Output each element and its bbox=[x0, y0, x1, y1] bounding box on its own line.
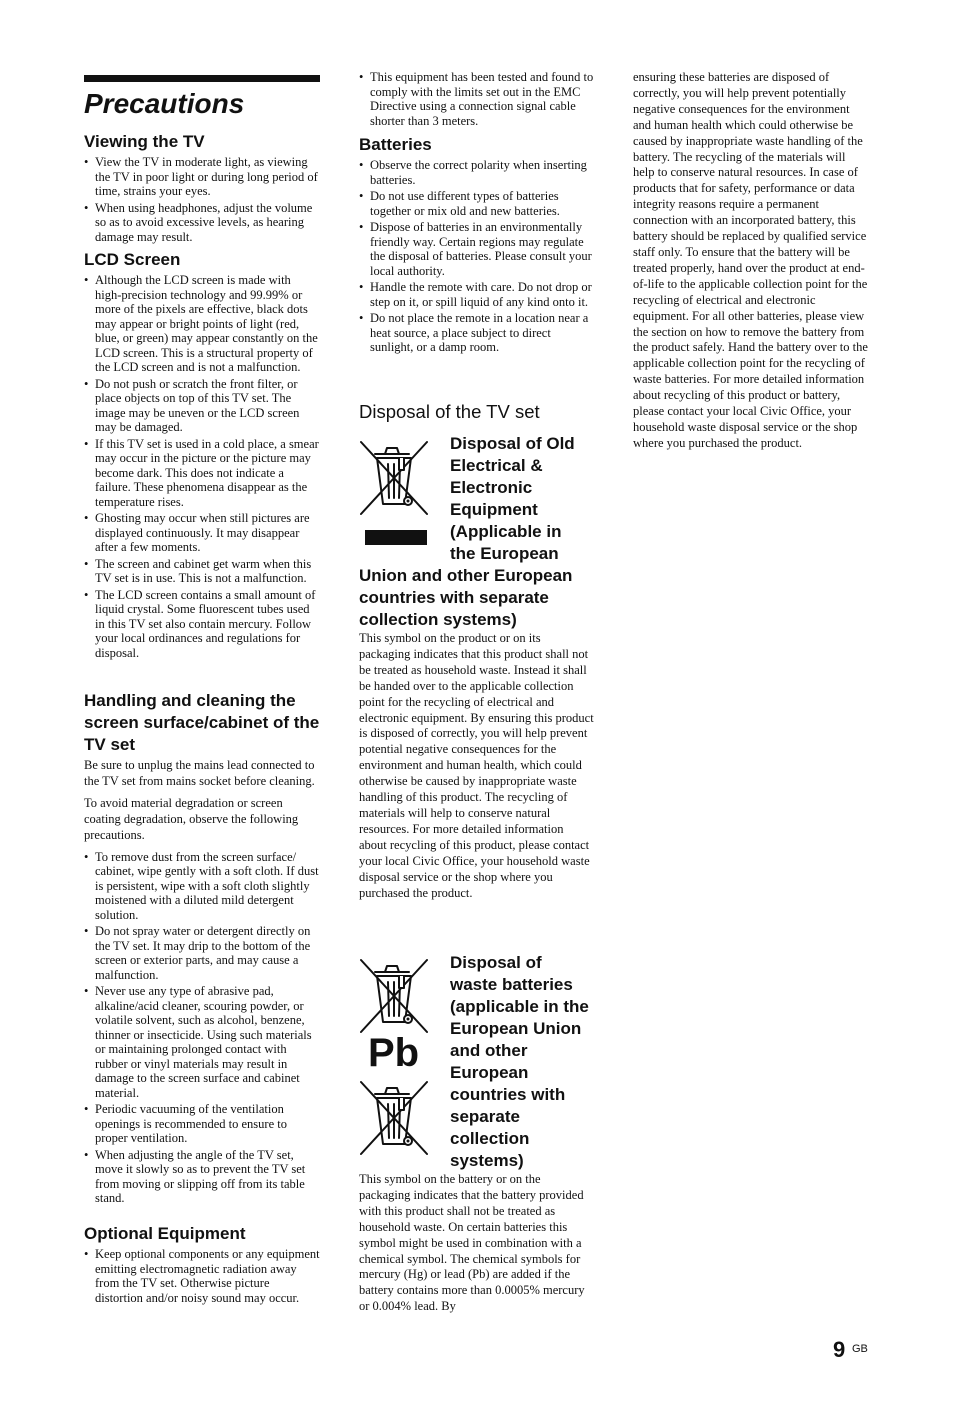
lcd-heading: LCD Screen bbox=[84, 250, 181, 269]
list-item: • Never use any type of abrasive pad, alkaline/acid cleaner, scouring powder, or volatile solvent, such as alcohol, benzene, thinner or insecticide. Using such materials or maintaining prolonged contact with rubber or vinyl materials may result in damage to the screen surface and cabinet material. bbox=[84, 984, 320, 1100]
weee-heading-line: collection systems) bbox=[359, 610, 517, 629]
list-item: • View the TV in moderate light, as viewing the TV in poor light or during long period of time, strains your eyes. bbox=[84, 155, 320, 199]
battery-heading-line: European Union bbox=[450, 1019, 582, 1038]
page-title: Precautions bbox=[84, 88, 245, 119]
battery-heading-line: waste batteries bbox=[450, 975, 573, 994]
battery-heading bbox=[450, 952, 600, 1172]
lcd-section bbox=[84, 249, 320, 662]
battery-heading-line: (applicable in the bbox=[450, 997, 589, 1016]
list-item: • When adjusting the angle of the TV set, move it slowly so as to prevent the TV set from moving or slipping off from its table stand. bbox=[84, 1148, 320, 1206]
disposal-heading: Disposal of the TV set bbox=[359, 401, 540, 422]
page-number: 9 bbox=[833, 1337, 846, 1362]
viewing-heading: Viewing the TV bbox=[84, 132, 205, 151]
lead-symbol: Pb bbox=[368, 1031, 420, 1075]
optional-section bbox=[84, 1223, 320, 1307]
list-item: • Observe the correct polarity when inserting batteries. bbox=[359, 158, 594, 187]
list-item: • Do not spray water or detergent directly on the TV set. It may drip to the bottom of the screen or exterior parts, and may cause a malfunction. bbox=[84, 924, 320, 982]
battery-body: This symbol on the battery or on the packaging indicates that the battery provided with this product shall not be treated as household waste. On certain batteries this symbol might be used in combination with a chemical symbol. The chemical symbols for mercury (Hg) or lead (Pb) are added if the battery contains more than 0.0005% mercury or 0.004% lead. By bbox=[359, 1172, 585, 1314]
weee-heading-line: (Applicable in bbox=[450, 522, 562, 541]
page-region-code: GB bbox=[852, 1343, 868, 1355]
battery-body-continued: ensuring these batteries are disposed of correctly, you will help prevent potentially negative consequences for the environment and human health which could otherwise be caused by inappropriate waste handling of the battery. The recycling of the materials will help to conserve natural resources. In case of products that for safety, performance or data integrity reasons require a permanent connection with an incorporated battery, this battery should be replaced by qualified service staff only. To ensure that the battery will be treated properly, hand over the product at end-of-life to the applicable collection point for the recycling of electrical and electronic equipment. For all other batteries, please view the section on how to remove the battery from the product safely. Hand the battery over to the applicable collection point for the recycling of waste batteries. For more detailed information about recycling of this product or battery, please contact your local Civic Office, your household waste disposal service or the shop where you purchased the product. bbox=[633, 70, 868, 450]
title-rule bbox=[84, 75, 320, 82]
battery-heading-line: European bbox=[450, 1063, 529, 1082]
list-item: • Do not place the remote in a location near a heat source, a place subject to direct sunlight, or a damp room. bbox=[359, 311, 594, 355]
weee-heading-side bbox=[450, 433, 600, 565]
battery-heading-line: countries with bbox=[450, 1085, 566, 1104]
viewing-list bbox=[84, 155, 320, 244]
weee-heading-line: Equipment bbox=[450, 500, 538, 519]
handling-list bbox=[84, 850, 320, 1206]
batteries-section bbox=[359, 134, 594, 357]
list-item: • Ghosting may occur when still pictures are displayed continuously. It may disappear after a few moments. bbox=[84, 511, 320, 555]
list-item: • Do not push or scratch the front filter, or place objects on top of this TV set. The image may be uneven or the LCD screen may be damaged. bbox=[84, 377, 320, 435]
optional-list-continued bbox=[359, 70, 594, 128]
battery-heading-line: systems) bbox=[450, 1151, 524, 1170]
weee-heading-line: Disposal of Old bbox=[450, 434, 575, 453]
list-item: • Dispose of batteries in an environmentally friendly way. Certain regions may regulate the disposal of batteries. Please consult your local authority. bbox=[359, 220, 594, 278]
battery-heading-line: Disposal of bbox=[450, 953, 542, 972]
weee-heading-line: Electronic bbox=[450, 478, 533, 497]
weee-heading-line: Union and other European bbox=[359, 566, 573, 585]
list-item: • This equipment has been tested and found to comply with the limits set out in the EMC Directive using a connection signal cable shorter than 3 meters. bbox=[359, 70, 594, 128]
list-item: • When using headphones, adjust the volume so as to avoid excessive levels, as hearing damage may result. bbox=[84, 201, 320, 245]
list-item: • Although the LCD screen is made with high-precision technology and 99.99% or more of the pixels are effective, black dots may appear or bright points of light (red, blue, or green) may appear constantly on the LCD screen. This is a structural property of the LCD screen and is not a malfunction. bbox=[84, 273, 320, 375]
handling-para-1: Be sure to unplug the mains lead connected to the TV set from mains socket before cleaning. bbox=[84, 758, 315, 788]
list-item: • Periodic vacuuming of the ventilation openings is recommended to ensure to proper ventilation. bbox=[84, 1102, 320, 1146]
list-item: • Handle the remote with care. Do not drop or step on it, or spill liquid of any kind onto it. bbox=[359, 280, 594, 309]
optional-list bbox=[84, 1247, 320, 1305]
weee-body: This symbol on the product or on its packaging indicates that this product shall not be treated as household waste. Instead it shall be handed over to the applicable collection point for the recycling of electrical and electronic equipment. By ensuring this product is disposed of correctly, you will help prevent potential negative consequences for the environment and human health, which could otherwise be caused by inappropriate waste handling of this product. The recycling of materials will help to conserve natural resources. For more detailed information about recycling of this product, please contact your local Civic Office, your household waste disposal service or the shop where you purchased the product. bbox=[359, 631, 594, 900]
list-item: • The screen and cabinet get warm when this TV set is in use. This is not a malfunction. bbox=[84, 557, 320, 586]
list-item: • If this TV set is used in a cold place, a smear may occur in the picture or the picture may become dark. This does not indicate a failure. These phenomena disappear as the temperature rises. bbox=[84, 437, 320, 510]
batteries-list bbox=[359, 158, 594, 355]
viewing-section bbox=[84, 131, 320, 246]
optional-continued bbox=[359, 70, 594, 130]
handling-para-2: To avoid material degradation or screen coating degradation, observe the following precautions. bbox=[84, 795, 299, 842]
list-item: • Keep optional components or any equipment emitting electromagnetic radiation away from the TV set. Otherwise picture distortion and/or noisy sound may occur. bbox=[84, 1247, 320, 1305]
weee-heading-line: the European bbox=[450, 544, 559, 563]
battery-heading-line: separate bbox=[450, 1107, 520, 1126]
weee-heading-line: Electrical & bbox=[450, 456, 543, 475]
weee-heading-line: countries with separate bbox=[359, 588, 549, 607]
battery-heading-line: and other bbox=[450, 1041, 528, 1060]
handling-heading: Handling and cleaning the screen surface/cabinet of the TV set bbox=[84, 691, 320, 754]
list-item: • To remove dust from the screen surface/ cabinet, wipe gently with a soft cloth. If dust is persistent, wipe with a soft cloth slightly moistened with a diluted mild detergent solution. bbox=[84, 850, 320, 923]
lcd-list bbox=[84, 273, 320, 660]
batteries-heading: Batteries bbox=[359, 135, 432, 154]
weee-heading-full bbox=[359, 565, 594, 631]
list-item: • The LCD screen contains a small amount of liquid crystal. Some fluorescent tubes used in this TV set also contain mercury. Follow your local ordinances and regulations for disposal. bbox=[84, 588, 320, 661]
optional-heading: Optional Equipment bbox=[84, 1224, 246, 1243]
crossed-out-wheelie-bin-icon bbox=[359, 440, 431, 546]
list-item: • Do not use different types of batteries together or mix old and new batteries. bbox=[359, 189, 594, 218]
handling-section bbox=[84, 690, 320, 1208]
battery-heading-line: collection bbox=[450, 1129, 530, 1148]
